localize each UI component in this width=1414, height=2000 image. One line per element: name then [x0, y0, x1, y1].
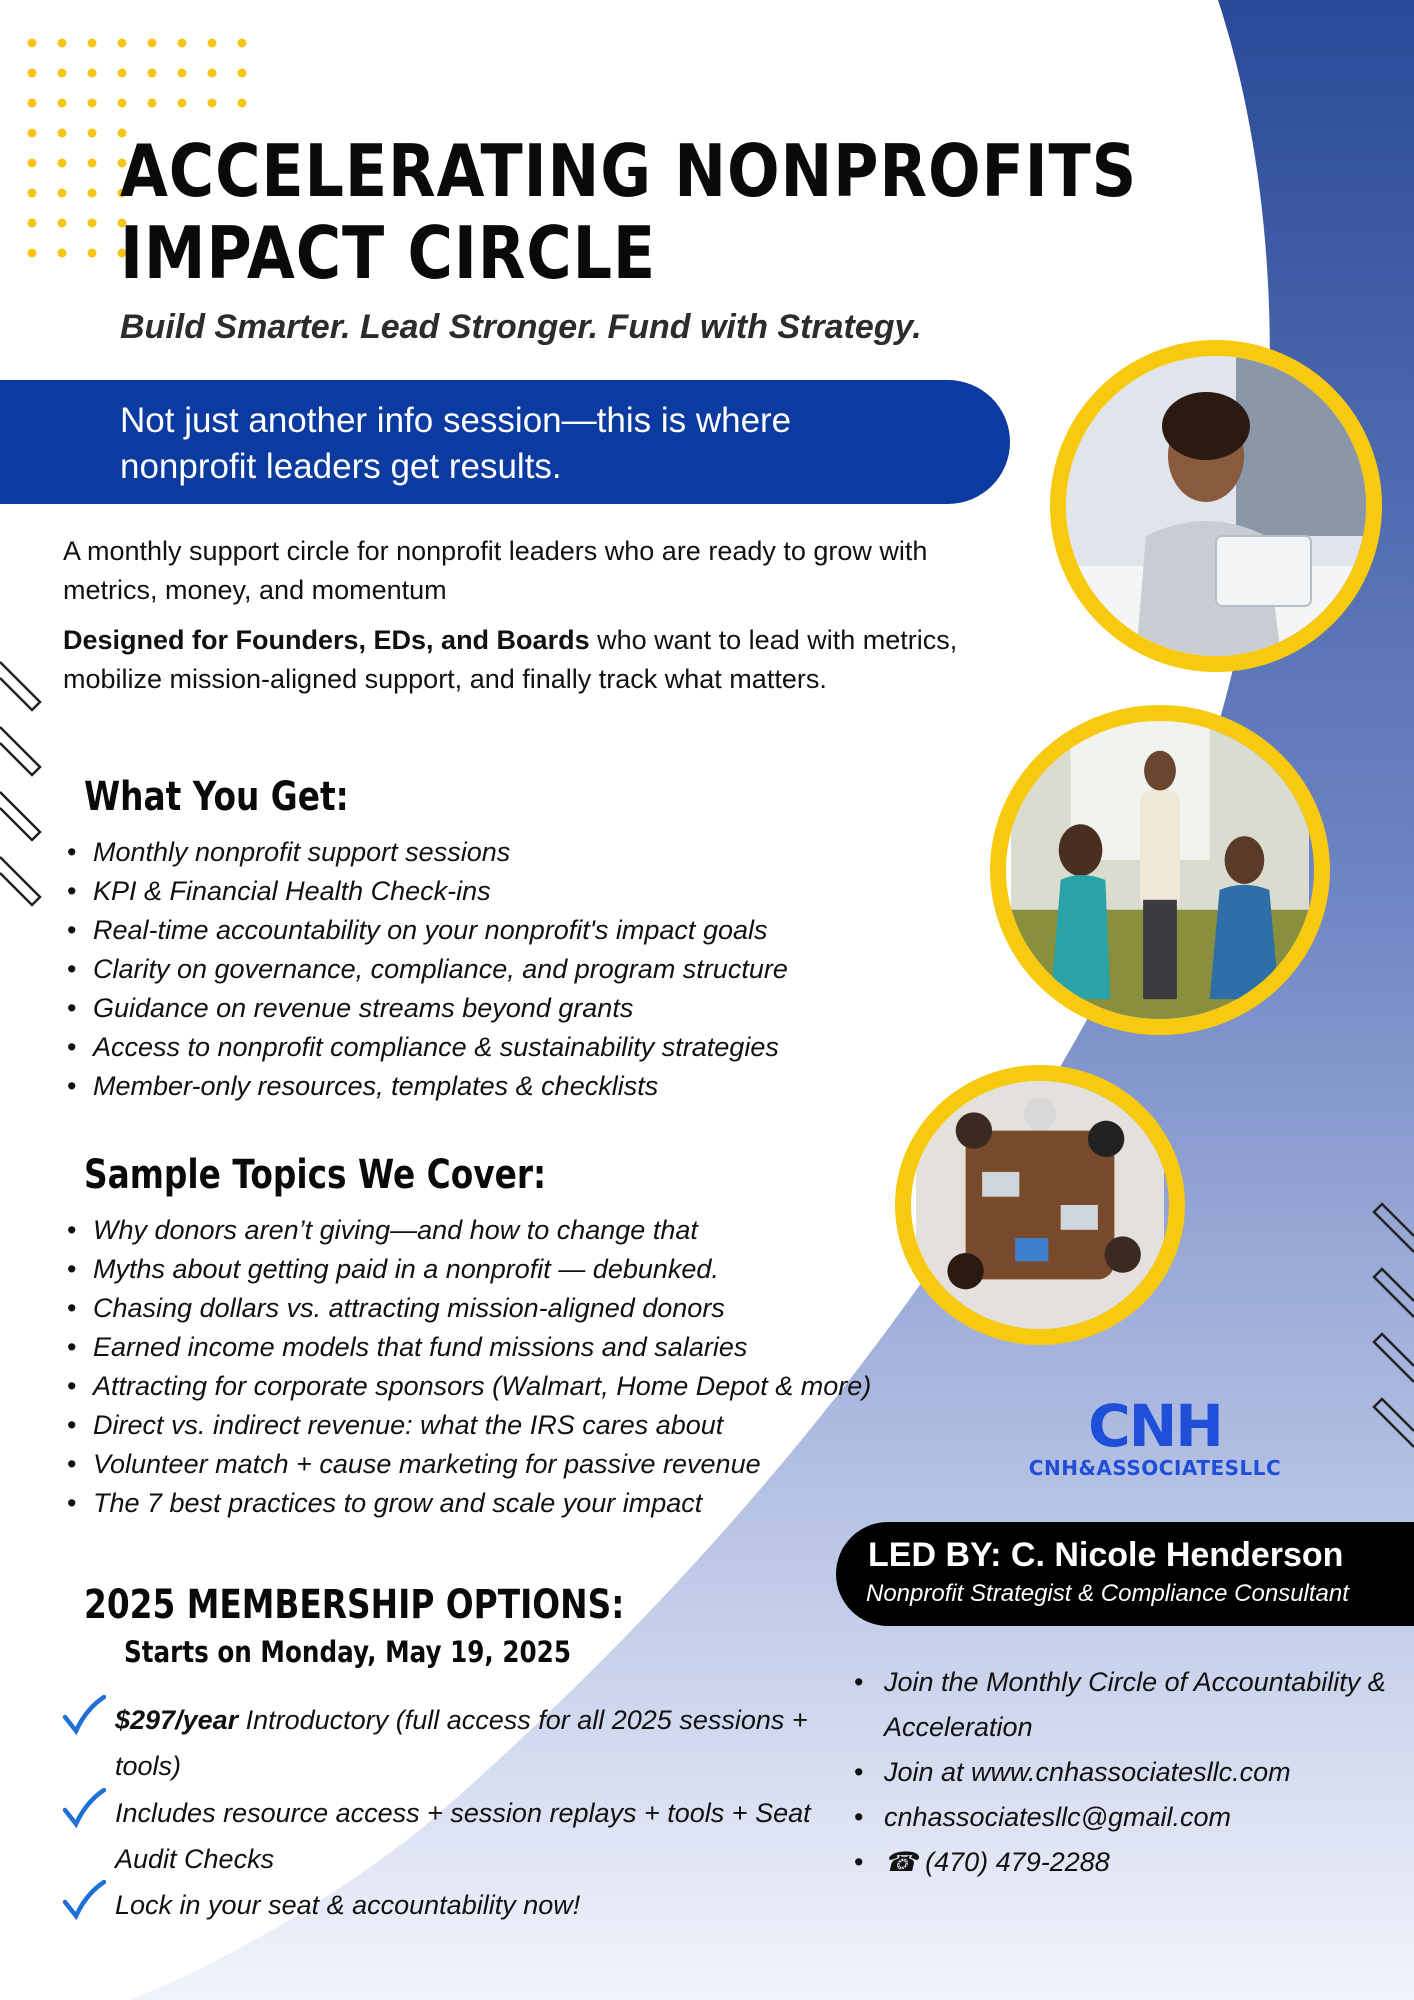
- page-title: [120, 130, 1137, 294]
- banner-line-2: nonprofit leaders get results.: [120, 447, 562, 486]
- list-item: • Guidance on revenue streams beyond grants: [63, 989, 788, 1028]
- membership-start-date: Starts on Monday, May 19, 2025: [124, 1635, 571, 1669]
- photo-woman-with-tablet: [1050, 340, 1382, 672]
- stripe-decoration-left: [0, 650, 50, 920]
- list-item: • Clarity on governance, compliance, and program structure: [63, 950, 788, 989]
- logo-name: CNH&ASSOCIATESLLC: [1028, 1456, 1282, 1480]
- stripe-decoration-right: [1364, 1200, 1414, 1470]
- contact-item-phone[interactable]: • ☎ (470) 479-2288: [850, 1840, 1390, 1885]
- company-logo: [1000, 1392, 1310, 1480]
- photo-placeholder-3: [911, 1081, 1169, 1329]
- list-item: • Monthly nonprofit support sessions: [63, 833, 788, 872]
- contact-list: [850, 1660, 1390, 1885]
- list-item: • Member-only resources, templates & checklists: [63, 1067, 788, 1106]
- list-item: • Why donors aren’t giving—and how to change that: [63, 1211, 871, 1250]
- list-item: • Access to nonprofit compliance & sustainability strategies: [63, 1028, 788, 1067]
- list-item: • Direct vs. indirect revenue: what the IRS cares about: [63, 1406, 871, 1445]
- membership-price: $297/year: [115, 1705, 239, 1735]
- sample-topics-heading: Sample Topics We Cover:: [84, 1152, 547, 1198]
- checkmark-icon: [62, 1695, 106, 1739]
- contact-item-circle: • Join the Monthly Circle of Accountability & Acceleration: [850, 1660, 1390, 1750]
- what-you-get-list: [63, 833, 788, 1106]
- photo-overhead-table: [895, 1065, 1185, 1345]
- checkmark-icon: [62, 1788, 106, 1832]
- membership-option-1-text: [115, 1697, 835, 1789]
- banner-line-1: Not just another info session—this is where: [120, 401, 792, 440]
- leader-title: LED BY: C. Nicole Henderson: [868, 1536, 1344, 1574]
- sample-topics-list: [63, 1211, 871, 1523]
- title-line-2: IMPACT CIRCLE: [120, 211, 657, 295]
- list-item: • Chasing dollars vs. attracting mission-aligned donors: [63, 1289, 871, 1328]
- list-item: • Volunteer match + cause marketing for passive revenue: [63, 1445, 871, 1484]
- list-item: • KPI & Financial Health Check-ins: [63, 872, 788, 911]
- intro-paragraph-2-rest: who want to lead with metrics, mobilize mission-aligned support, and finally track what matters.: [63, 625, 958, 694]
- logo-mark: CNH: [1088, 1392, 1222, 1460]
- intro-paragraph-2: [63, 621, 1003, 699]
- list-item: • The 7 best practices to grow and scale your impact: [63, 1484, 871, 1523]
- photo-group-meeting: [990, 705, 1330, 1035]
- photo-placeholder-1: [1066, 356, 1366, 656]
- checkmark-icon: [62, 1880, 106, 1924]
- membership-option-3-text: Lock in your seat & accountability now!: [115, 1890, 581, 1920]
- membership-heading: 2025 MEMBERSHIP OPTIONS:: [84, 1582, 625, 1628]
- intro-paragraph-2-bold: Designed for Founders, EDs, and Boards: [63, 625, 590, 655]
- membership-option-1-desc: Introductory (full access for all 2025 sessions + tools): [115, 1705, 808, 1781]
- list-item: • Earned income models that fund missions and salaries: [63, 1328, 871, 1367]
- photo-placeholder-2: [1006, 721, 1314, 1019]
- list-item: • Myths about getting paid in a nonprofit — debunked.: [63, 1250, 871, 1289]
- list-item: • Attracting for corporate sponsors (Walmart, Home Depot & more): [63, 1367, 871, 1406]
- membership-option-2-text: Includes resource access + session replays + tools + Seat Audit Checks: [115, 1798, 811, 1874]
- contact-item-website[interactable]: • Join at www.cnhassociatesllc.com: [850, 1750, 1390, 1795]
- leader-subtitle: Nonprofit Strategist & Compliance Consultant: [866, 1580, 1349, 1607]
- banner-text: [120, 398, 940, 490]
- intro-paragraph-1: A monthly support circle for nonprofit leaders who are ready to grow with metrics, money, and momentum: [63, 536, 928, 605]
- tagline: Build Smarter. Lead Stronger. Fund with Strategy.: [120, 308, 922, 346]
- what-you-get-heading: What You Get:: [84, 774, 349, 820]
- contact-item-email[interactable]: • cnhassociatesllc@gmail.com: [850, 1795, 1390, 1840]
- title-line-1: ACCELERATING NONPROFITS: [120, 129, 1138, 213]
- list-item: • Real-time accountability on your nonprofit's impact goals: [63, 911, 788, 950]
